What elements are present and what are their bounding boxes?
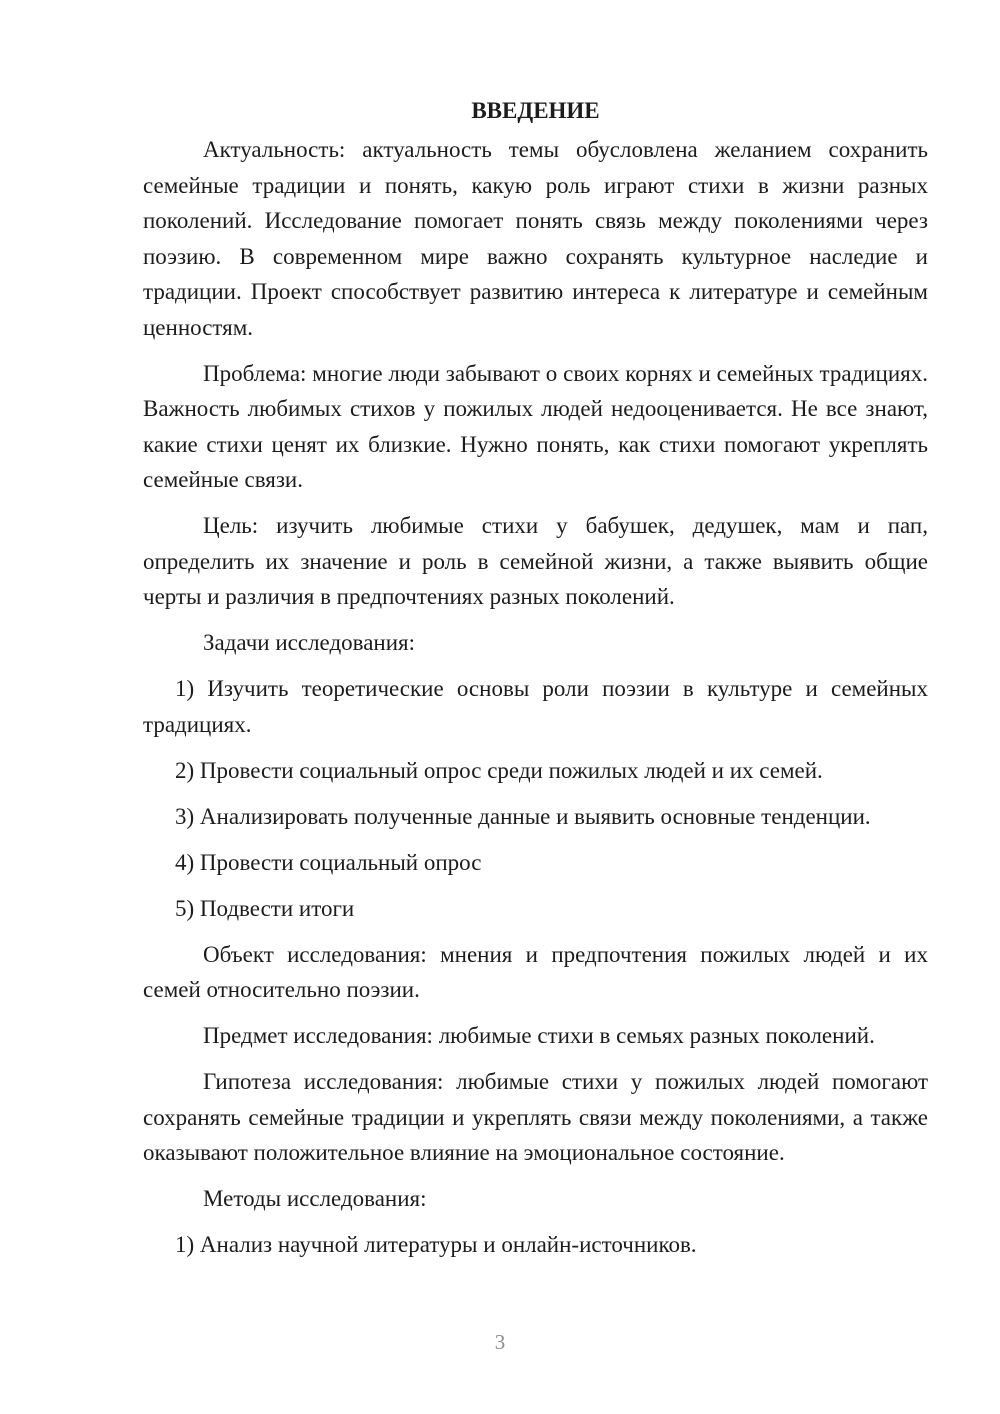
subject-paragraph: Предмет исследования: любимые стихи в семьях разных поколений. xyxy=(203,1023,875,1048)
page-content xyxy=(143,93,928,1273)
tasks-heading: Задачи исследования: xyxy=(203,630,416,655)
methods-heading: Методы исследования: xyxy=(203,1186,427,1211)
object-paragraph: Объект исследования: мнения и предпочтения пожилых людей и их семей относительно поэзии. xyxy=(143,941,928,1002)
hypothesis-paragraph: Гипотеза исследования: любимые стихи у пожилых людей помогают сохранять семейные традиции и укреплять связи между поколениями, а также оказывают положительное влияние на эмоциональное состояние. xyxy=(143,1069,928,1165)
task-item-3: 3) Анализировать полученные данные и выявить основные тенденции. xyxy=(175,803,871,829)
goal-paragraph: Цель: изучить любимые стихи у бабушек, дедушек, мам и пап, определить их значение и роль в семейной жизни, а также выявить общие черты и различия в предпочтениях разных поколений. xyxy=(143,513,928,609)
page-number: 3 xyxy=(494,1330,506,1354)
section-title: ВВЕДЕНИЕ xyxy=(471,98,600,123)
problem-paragraph: Проблема: многие люди забывают о своих корнях и семейных традициях. Важность любимых стихов у пожилых людей недооценивается. Не все знают, какие стихи ценят их близкие. Нужно понять, как стихи помогают укреплять семейные связи. xyxy=(143,360,928,492)
relevance-paragraph: Актуальность: актуальность темы обусловлена желанием сохранить семейные традиции и понять, какую роль играют стихи в жизни разных поколений. Исследование помогает понять связь между поколениями через поэзию. В современном мире важно сохранять культурное наследие и традиции. Проект способствует развитию интереса к литературе и семейным ценностям. xyxy=(143,137,928,340)
task-item-2: 2) Провести социальный опрос среди пожилых людей и их семей. xyxy=(175,757,823,783)
task-item-1: 1) Изучить теоретические основы роли поэзии в культуре и семейных традициях. xyxy=(143,676,928,737)
task-item-5: 5) Подвести итоги xyxy=(175,895,355,921)
method-item-1: 1) Анализ научной литературы и онлайн-источников. xyxy=(175,1232,697,1257)
task-item-4: 4) Провести социальный опрос xyxy=(175,849,482,875)
